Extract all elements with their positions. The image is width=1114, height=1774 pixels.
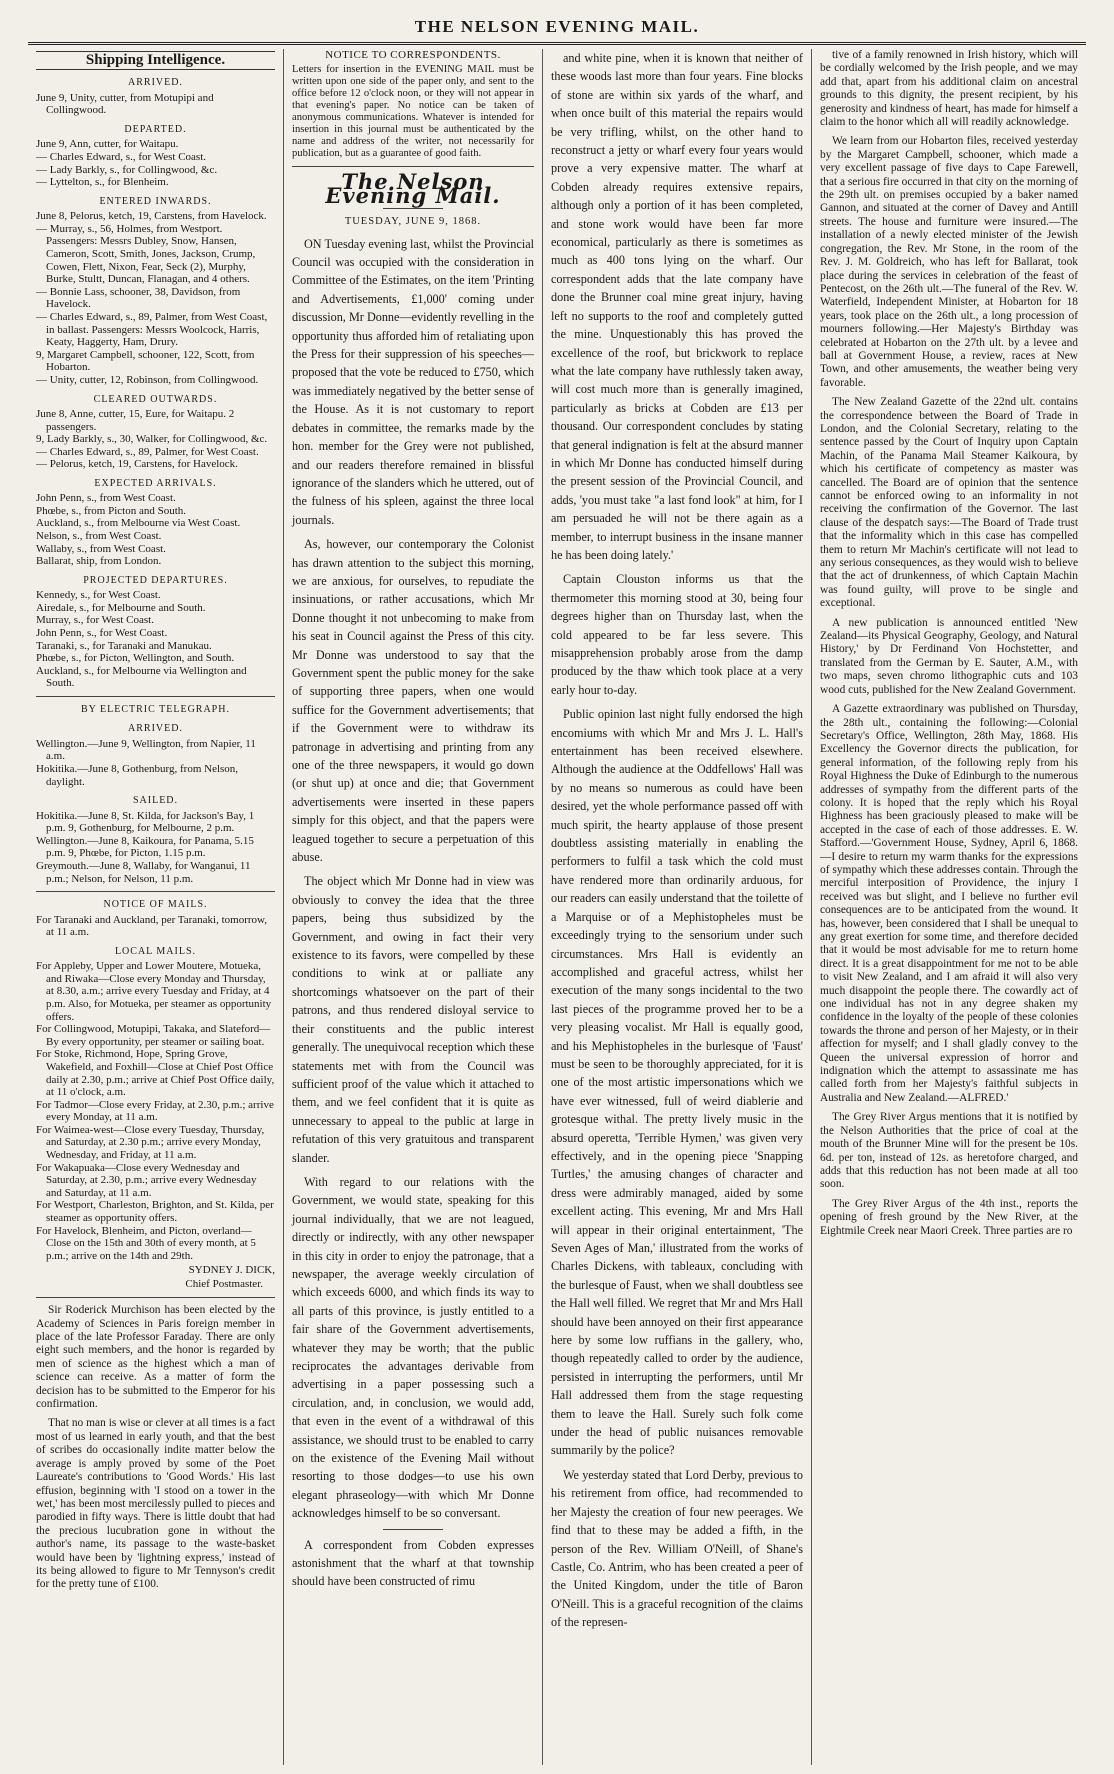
telegraph-line: Wellington.—June 8, Kaikoura, for Panama, 5.15 p.m. 9, Phœbe, for Picton, 1.15 p.m. xyxy=(36,834,254,860)
editorial-paragraph: As, however, our contemporary the Colonist has drawn attention to the subject this morning, we are anxious, for ourselves, to repudiate the insinuations, or rather accusations, which Mr Donne thought it not unbecoming to make from his seat in Council against the Press of this city. Mr Donne was understood to say that the Government spent the public money for the sake of supporting three papers, when one would suffice for the Government advertisements; that if the Government were to withdraw its patronage in advertising and printing from any one of the three newspapers, it would go down (or shut up) at once and die; that Government advertisements were inserted in these papers simply for this object, and that the papers were leagued together to secure a perpetuation of this abuse. xyxy=(292,537,534,865)
cleared-head: CLEARED OUTWARDS. xyxy=(93,393,218,405)
editorial-paragraph: With regard to our relations with the Government, we would state, speaking for this journal individually, that we are not leagued, directly or indirectly, with any other newspaper in this city in order to enjoy the patronage, that a newspaper, the average weekly circulation of which exceeds 6000, and which finds its way to all parts of this province, is justly entitled to a fair share of the Government advertisements, whatever they may be worth; that the public reciprocates the advantages derivable from advertising in a paper possessing such a circulation, and, in conclusion, we would add, that even in the event of a withdrawal of this assistance, we should trust to be enabled to carry on the existence of the Evening Mail without resorting to those dodges—to use his own elegant phraseology—with which Mr Donne acknowledges himself to be so conversant. xyxy=(292,1174,534,1521)
shipping-line-list xyxy=(36,92,275,117)
shipping-line: June 8, Pelorus, ketch, 19, Carstens, from Havelock. xyxy=(36,210,267,223)
mail-item: For Stoke, Richmond, Hope, Spring Grove, Wakefield, and Foxhill—Close at Chief Post Office daily at 2.30, p.m.; arrive at Chief Post Office daily, at 11 o'clock, a.m. xyxy=(36,1048,275,1099)
shipping-line: Ballarat, ship, from London. xyxy=(36,555,162,568)
paragraph-list xyxy=(820,49,1078,1238)
divider xyxy=(292,166,534,167)
telegraph-line-list xyxy=(36,810,275,886)
shipping-line: — Charles Edward, s., 89, Palmer, for West Coast. xyxy=(36,445,259,458)
telegraph-head: BY ELECTRIC TELEGRAPH. xyxy=(81,704,230,715)
paragraph: A Gazette extraordinary was published on Thursday, the 28th ult., containing the following:—Colonial Secretary's Office, Wellington, 28th May, 1868. His Excellency the Governor directs the publication, for general information, of the following reply from his Royal Highness the Duke of Edinburgh to the numerous addresses of sympathy from the different parts of the colony. It is hoped that the reply which his Royal Highness has been graciously pleased to make will be accepted in the case of each of those addresses. E. W. Stafford.—'Government House, Sydney, April 6, 1868.—I desire to return my warm thanks for the expressions of sympathy which these addresses contain. Through the merciful interposition of Providence, the injury I received was but slight, and I believe no further evil consequences are to be anticipated from the wound. It has, however, been considered that I shall be unequal to any great exertion for some time, and therefore decided that it would be most advisable for me to return home direct. It is a great disappointment for me not to be able to visit New Zealand, and I am afraid it will also very much disappoint the people there. The cowardly act of one individual has not in any degree shaken my confidence in the loyalty of the people of these colonies towards the throne and person of her Majesty, or in their affection for myself; and I shall gladly convey to the Queen the universal expression of horror and indignation which the attempt to assassinate me has called forth from her Majesty's faithful subjects in Australia and New Zealand.—ALFRED.' xyxy=(820,703,1078,1104)
projected-head: PROJECTED DEPARTURES. xyxy=(83,574,228,586)
divider xyxy=(36,1297,275,1298)
mails-title: NOTICE OF MAILS. xyxy=(103,899,208,911)
shipping-line: — Bonnie Lass, schooner, 38, Davidson, from Havelock. xyxy=(36,285,241,311)
editorial-date: TUESDAY, JUNE 9, 1868. xyxy=(344,216,482,228)
masthead: THE NELSON EVENING MAIL. xyxy=(414,17,700,36)
shipping-line: 9, Lady Barkly, s., 30, Walker, for Collingwood, &c. xyxy=(36,433,268,446)
mail-item: For Havelock, Blenheim, and Picton, overland—Close on the 15th and 30th of every month, at 5 p.m.; arrive on the 14th and 29th. xyxy=(36,1224,256,1262)
telegraph-line: Wellington.—June 9, Wellington, from Napier, 11 a.m. xyxy=(36,737,256,763)
paragraph: A new publication is announced entitled 'New Zealand—its Physical Geography, Geology, and Natural History,' by Dr Ferdinand Von Hochstetter, and translated from the German by E. Sauter, A.M., with two maps, seven chromo lithographic cuts and 103 wood cuts, published for the New Zealand Government. xyxy=(820,616,1078,696)
short-rule xyxy=(383,1529,443,1530)
shipping-line: June 9, Ann, cutter, for Waitapu. xyxy=(36,138,179,151)
paragraph: and white pine, when it is known that neither of these woods last more than four years. Fine blocks of stone are within six yards of the wharf, and when once built of this material the repairs would be very trifling, whilst, on the other hand to reconstruct a jetty or wharf every four years would prove a very expensive matter. The wharf at Cobden already requires extensive repairs, although only a portion of it has been completed, and stone work would have been far more economical, particularly as there is sometimes as much as 400 tons lying on the wharf. Our correspondent adds that the late company have done the Brunner coal mine great injury, having left no supports to the roof and completely gutted the mine. Unquestionably this has proved the excellence of the roof, but brickwork to replace what the late company have ruthlessly taken away, will cost much more than is generally imagined, particularly as bricks at Cobden are £13 per thousand. Our correspondent concludes by stating that general indignation is felt at the absurd manner in which Mr Donne has conducted himself during the present session of the Provincial Council, and adds, 'you must take "a last fond look" at him, for I am persuaded he will not be there again as a member, to interrupt business in the insane manner he has been doing lately.' xyxy=(551,51,803,562)
correspondents-title: NOTICE TO CORRESPONDENTS. xyxy=(325,49,501,61)
shipping-line: Wallaby, s., from West Coast. xyxy=(36,542,166,555)
mail-item: For Wakapuaka—Close every Wednesday and Saturday, at 2.30, p.m.; arrive every Wednesday and Saturday, at 11 a.m. xyxy=(36,1161,257,1199)
mail-item-list xyxy=(36,960,275,1262)
shipping-line: — Murray, s., 56, Holmes, from Westport. Passengers: Messrs Dubley, Snow, Hansen, Cameron, Scott, Smith, Jones, Jackson, Crump, Cowen, Flett, Nixon, Fear, Seck (2), Murphy, Burke, Stultt, Duncan, Flanagan, and 4 others. xyxy=(36,222,256,286)
shipping-line: Airedale, s., for Melbourne and South. xyxy=(36,601,206,614)
shipping-line-list xyxy=(36,492,275,568)
paragraph-list xyxy=(551,49,803,1632)
editorial-title: The Nelson Evening Mail. xyxy=(325,169,501,208)
editorial-paragraph-list xyxy=(292,235,534,1523)
shipping-line: Auckland, s., for Melbourne via Wellington and South. xyxy=(36,664,247,690)
shipping-line-list xyxy=(36,408,275,471)
paragraph: The Grey River Argus of the 4th inst., reports the opening of fresh ground by the New River, at the Eightmile Creek near Maori Creek. Three parties are ro xyxy=(820,1197,1078,1237)
correspondents-text: Letters for insertion in the EVENING MAIL must be written upon one side of the paper only, and sent to the office before 12 o'clock noon, or they will not appear in that evening's paper. No notice can be taken of anonymous communications. Whatever is intended for insertion in this journal must be authenticated by the name and address of the writer, not necessarily for publication, but as a guarantee of good faith. xyxy=(292,64,534,160)
cobden-paragraph: A correspondent from Cobden expresses astonishment that the wharf at that township should have been constructed of rimu xyxy=(292,1537,534,1589)
column-4 xyxy=(811,49,1086,1765)
divider xyxy=(36,891,275,892)
shipping-line: John Penn, s., from West Coast. xyxy=(36,492,176,505)
tel-sailed-head: SAILED. xyxy=(132,795,179,807)
column-2 xyxy=(283,49,542,1765)
local-mails-head: LOCAL MAILS. xyxy=(114,945,197,957)
columns xyxy=(28,49,1086,1765)
paragraph-list xyxy=(36,1304,275,1592)
paragraph: The New Zealand Gazette of the 22nd ult. contains the correspondence between the Board of Trade in London, and the Colonial Secretary, relating to the sentence passed by the Court of Inquiry upon Captain Machin, of the Panama Mail Steamer Kaikoura, by which his certificate of competency as master was cancelled. The Board are of opinion that the sentence cannot be enforced owing to an informality in not receiving the confirmation of the Governor. The last clause of the despatch says:—The Board of Trade trust that the informality which in this case has compelled them to return Mr Machin's certificate will not lead to any serious consequences, as they would wish to believe that the act of drunkenness, of which Captain Machin was found guilty, will prove to be single and exceptional. xyxy=(820,396,1078,610)
tel-arrived-head: ARRIVED. xyxy=(128,723,183,735)
mail-item: For Westport, Charleston, Brighton, and St. Kilda, per steamer as opportunity offers. xyxy=(36,1199,274,1225)
shipping-line: — Charles Edward, s., 89, Palmer, from West Coast, in ballast. Passengers: Messrs Woolcock, Harris, Keaty, Haggerty, Ham, Drury. xyxy=(36,310,268,349)
entered-head: ENTERED INWARDS. xyxy=(99,195,212,207)
shipping-line: Murray, s., for West Coast. xyxy=(36,614,154,627)
paragraph: We yesterday stated that Lord Derby, previous to his retirement from office, had recommended to her Majesty the creation of four new peerages. We find that to these may be added a fifth, in the person of the Rev. William O'Neill, of Shane's Castle, Co. Antrim, who has been created a peer of the United Kingdom, under the title of Baron O'Neill. This is a graceful recognition of the claims of the represen- xyxy=(551,1467,803,1630)
paragraph: That no man is wise or clever at all times is a fact most of us learned in early youth, and that the best of scribes do occasionally indite matter below the average is amply proved by some of the Poet Laureate's contributions to 'Good Words.' His last effusion, beginning with 'I stood on a tower in the wet,' has been most mercilessly pulled to pieces and parodied in fifty ways. There is little doubt that had the precious lucubration gone in without the author's name, its passage to the waste-basket would have been by 'lightning express,' instead of its being allowed to figure to Mr Tennyson's credit for the pretty tune of £100. xyxy=(36,1417,275,1591)
shipping-line: Phœbe, s., for Picton, Wellington, and South. xyxy=(36,652,235,665)
paragraph: tive of a family renowned in Irish history, which will be cordially welcomed by the Irish people, and we may add that, apart from his additional claim on ancestral grounds to this dignity, the present recipient, by his generosity and kindness of heart, has made for himself a claim to the honor which all will readily acknowledge. xyxy=(820,49,1078,129)
telegraph-line-list xyxy=(36,738,275,788)
mail-item: For Collingwood, Motupipi, Takaka, and Slateford—By every opportunity, per steamer or sailing boat. xyxy=(36,1023,271,1048)
editorial-paragraph: ON Tuesday evening last, whilst the Provincial Council was occupied with the consideration in Committee of the Estimates, on the item 'Printing and Advertisements, £1,000' coming under discussion, Mr Donne—evidently revelling in the opportunity thus afforded him of retaliating upon the Press for their suppression of his speeches—proposed that the vote be reduced to £750, which was immediately negatived by the better sense of the House. As it is not customary to report debates in committee, the remarks made by the hon. member for the Grey were not published, and our readers therefore remained in blissful ignorance of the slanders which he uttered, out of the fulness of his spleen, against the three local journals. xyxy=(292,236,534,527)
postmaster-title: Chief Postmaster. xyxy=(185,1277,263,1290)
paragraph: Public opinion last night fully endorsed the high encomiums with which Mr and Mrs J. L. Hall's entertainment has been received elsewhere. Although the audience at the Oddfellows' Hall was by no means so numerous as could have been desired, yet the whole performance passed off with much spirit, the hearty applause of those present doubtless assisting materially in enabling the performers to fulfil a task which the cold must have rendered more than ordinarily arduous, for our readers can easily understand that the toilette of a Marquise or of a Mephistopheles must be exceedingly trying to the sensorium under such circumstances. Mrs Hall is evidently an accomplished and graceful actress, whilst her execution of the many songs incidental to the two last pieces of the programme proved her to be a very pleasing vocalist. Mr Hall is equally good, and his Mephistopheles in the burlesque of 'Faust' must be seen to be thoroughly appreciated, for it is one of the most artistic impersonations which we have ever witnessed, full of weird diablerie and grotesque withal. The pretty lively music in the absurd operetta, 'Terrible Hymen,' was given very effectively, and in the opening piece 'Snapping Turtles,' the amusing changes of character and dress were admirably managed, aided by some excellent acting. This evening, Mr and Mrs Hall will appear in their original entertainment, 'The Seven Ages of Man,' illustrated from the works of Charles Dickens, with tableaux, concluding with the burlesque of Faust, when we shall doubtless see the Hall well filled. We regret that Mr and Mrs Hall should have been annoyed on their first appearance here by some low ruffians in the gallery, who, though repeatedly called to order by the audience, persisted in interrupting the performers, until Mr Hall addressed them from the stage requesting them to leave the Hall. Surely such folk come under the head of public nuisances removable summarily by the police? xyxy=(551,707,803,1458)
telegraph-line: Greymouth.—June 8, Wallaby, for Wanganui, 11 p.m.; Nelson, for Nelson, 11 p.m. xyxy=(36,859,251,885)
editorial-paragraph: The object which Mr Donne had in view was obviously to convey the idea that the three papers, being thus subsidized by the Government, and owing in fact their very existence to its favors, were compelled by these conditions to wink at or palliate any shortcomings whatsoever on the part of their patrons, and thus rendered disloyal service to their constituents and the public interest generally. The unequivocal reception which these statements met with from the Council was sufficient proof of the value which it attached to them, and we feel confident that it is quite as unnecessary to appeal to the public at large in refutation of this very gratuitous and transparent slander. xyxy=(292,874,534,1165)
telegraph-line: Hokitika.—June 8, St. Kilda, for Jackson's Bay, 1 p.m. 9, Gothenburg, for Melbourne, 2 p.m. xyxy=(36,809,255,835)
shipping-line: — Pelorus, ketch, 19, Carstens, for Havelock. xyxy=(36,458,238,471)
expected-head: EXPECTED ARRIVALS. xyxy=(94,477,217,489)
shipping-title: Shipping Intelligence. xyxy=(36,51,275,70)
mails-intro: For Taranaki and Auckland, per Taranaki, tomorrow, at 11 a.m. xyxy=(36,913,268,939)
divider xyxy=(36,696,275,697)
shipping-line: June 8, Anne, cutter, 15, Eure, for Waitapu. 2 passengers. xyxy=(36,407,235,433)
mail-item: For Tadmor—Close every Friday, at 2.30, p.m.; arrive every Monday, at 11 a.m. xyxy=(36,1098,274,1124)
shipping-line-list xyxy=(36,589,275,690)
shipping-line: Taranaki, s., for Taranaki and Manukau. xyxy=(36,639,212,652)
shipping-line: Auckland, s., from Melbourne via West Coast. xyxy=(36,517,241,530)
postmaster-name: SYDNEY J. DICK, xyxy=(188,1264,275,1277)
shipping-line: Phœbe, s., from Picton and South. xyxy=(36,504,187,517)
mail-item: For Waimea-west—Close every Tuesday, Thursday, and Saturday, at 2.30 p.m.; arrive every Monday, Wednesday, and Friday, at 11 a.m. xyxy=(36,1123,265,1162)
masthead-rule xyxy=(28,42,1086,45)
arrived-head: ARRIVED. xyxy=(128,77,183,89)
column-1 xyxy=(28,49,283,1765)
paragraph: Sir Roderick Murchison has been elected by the Academy of Sciences in Paris foreign member in place of the late Professor Faraday. There are only eight such members, and the honor is regarded by men of science as the highest which a man of science can receive. As a matter of form the decision has to be submitted to the Emperor for his confirmation. xyxy=(36,1304,275,1411)
shipping-line: 9, Margaret Campbell, schooner, 122, Scott, from Hobarton. xyxy=(36,348,255,374)
short-rule xyxy=(383,208,443,209)
shipping-line: — Lyttelton, s., for Blenheim. xyxy=(36,176,169,189)
shipping-line: — Unity, cutter, 12, Robinson, from Collingwood. xyxy=(36,373,259,386)
shipping-line-list xyxy=(36,210,275,386)
shipping-line: — Charles Edward, s., for West Coast. xyxy=(36,151,206,163)
shipping-line: Kennedy, s., for West Coast. xyxy=(36,589,161,602)
shipping-line: Nelson, s., from West Coast. xyxy=(36,530,162,543)
mail-item: For Appleby, Upper and Lower Moutere, Motueka, and Riwaka—Close every Monday and Thursday, at 8.30, a.m.; arrive every Tuesday and Friday, at 4 p.m. Also, for Motueka, per steamer as opportunity offers. xyxy=(36,960,272,1023)
shipping-line: John Penn, s., for West Coast. xyxy=(36,627,168,640)
paragraph: The Grey River Argus mentions that it is notified by the Nelson Authorities that the price of coal at the mouth of the Brunner Mine will for the present be 10s. 6d. per ton, instead of 12s. as heretofore charged, and adds that this reduction has not been made at all too soon. xyxy=(820,1111,1078,1191)
shipping-line-list xyxy=(36,138,275,188)
column-3 xyxy=(542,49,811,1765)
shipping-line: June 9, Unity, cutter, from Motupipi and Collingwood. xyxy=(36,91,214,117)
paragraph: We learn from our Hobarton files, received yesterday by the Margaret Campbell, schooner, which made a very excellent passage of five days to Cape Farewell, that a serious fire occurred in that city on the morning of the 29th ult. on premises occupied by a baker named Gannon, and situated at the corner of Davey and Antill streets. The house and furniture were insured.—The installation of a newly elected minister of the Jewish congregation, the Rev. Mr Stone, in the room of the Rev. J. M. Goldreich, who has left for Ballarat, took place during the services in celebration of the feast of Pentecost, on the 26th ult.—The funeral of the Rev. W. Waterfield, Independent Minister, at Hobarton for 18 years, took place on the 26th ult., a long procession of mourners following.—Her Majesty's Birthday was celebrated at Hobarton on the 27th ult. by a levee and ball at Government House, a review, races at New Town, and other amusements, the weather being very favorable. xyxy=(820,135,1078,389)
departed-head: DEPARTED. xyxy=(124,124,187,135)
shipping-line: — Lady Barkly, s., for Collingwood, &c. xyxy=(36,163,218,176)
telegraph-line: Hokitika.—June 8, Gothenburg, from Nelson, daylight. xyxy=(36,763,239,788)
paragraph: Captain Clouston informs us that the thermometer this morning stood at 30, being four degrees higher than on Thursday last, when the cold appeared to be far less severe. This misapprehension probably arose from the damp produced by the thaw which took place at a very early hour to-day. xyxy=(551,572,803,697)
